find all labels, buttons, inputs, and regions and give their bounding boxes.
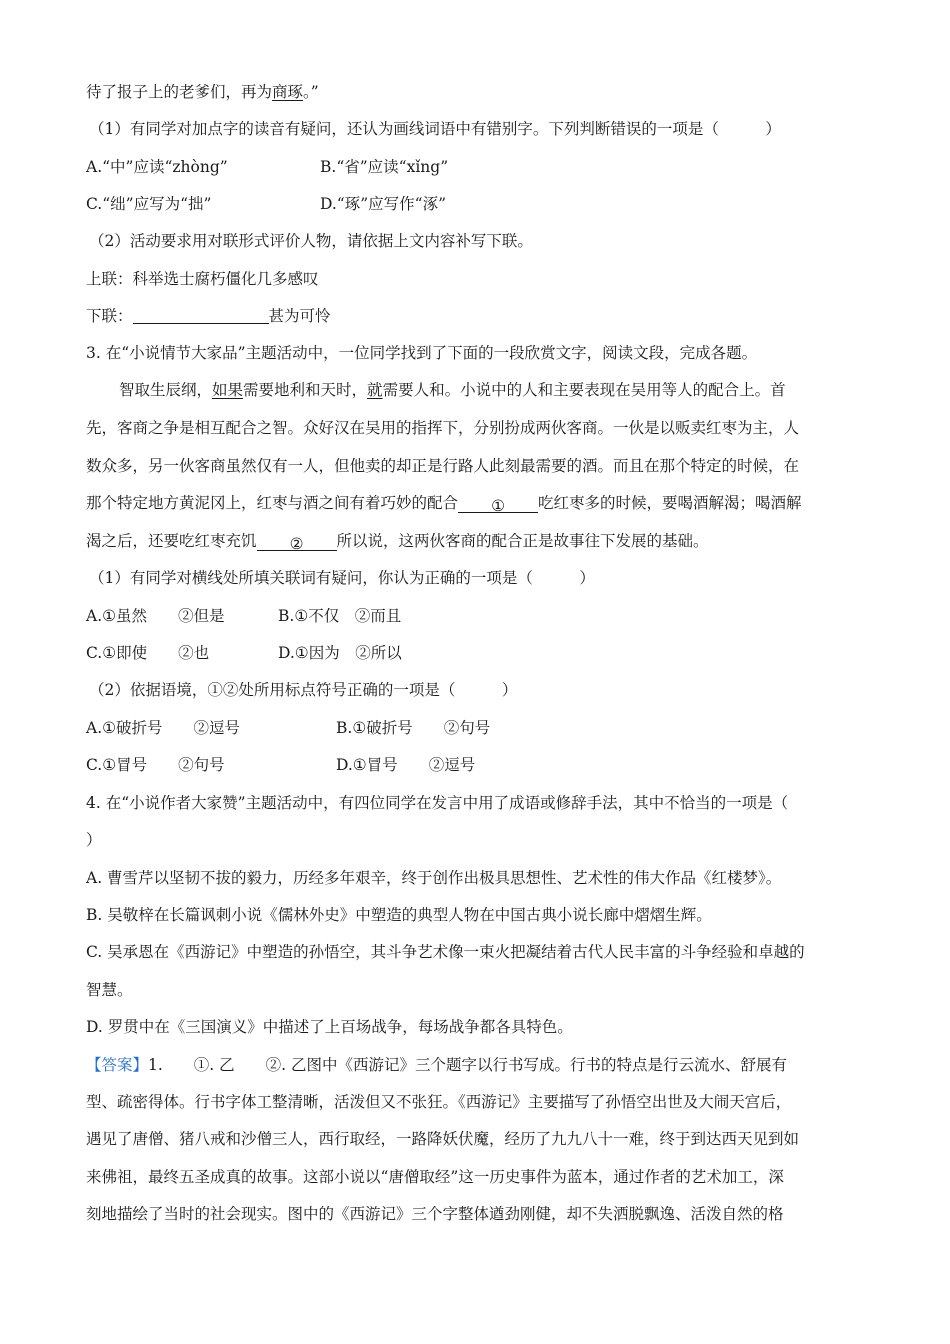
option-a: A.①破折号 ②逗号 <box>86 719 241 737</box>
answer-line: 型、疏密得体。行书字体工整清晰，活泼但又不张狂。《西游记》主要描写了孙悟空出世及大闹天宫后， <box>86 1093 792 1111</box>
underlined-word: 商琢 <box>272 83 304 101</box>
passage-line: 数众多，另一伙客商虽然仅有一人，但他卖的却正是行路人此刻最需要的酒。而且在那个特定的时候，在 <box>86 457 800 475</box>
passage-line <box>119 380 786 400</box>
option-b: B. 吴敬梓在长篇讽刺小说《儒林外史》中塑造的典型人物在中国古典小说长廊中熠熠生辉。 <box>86 906 712 924</box>
answer-line: 遇见了唐僧、猪八戒和沙僧三人，西行取经，一路降妖伏魔，经历了九九八十一难，终于到达西天见到如 <box>86 1130 800 1148</box>
couplet-upper: 上联：科举选士腐朽僵化几多感叹 <box>86 270 319 288</box>
text-fragment: 需要人和。小说中的人和主要表现在吴用等人的配合上。首 <box>382 381 786 399</box>
option-b: B.①不仅 ②而且 <box>278 607 402 625</box>
text-line <box>86 82 319 102</box>
option-c: C.①冒号 ②句号 <box>86 756 225 774</box>
question-4-cont: ） <box>86 831 102 849</box>
answer-line: 来佛祖，最终五圣成真的故事。这部小说以“唐僧取经”这一历史事件为蓝本，通过作者的艺术加工，深 <box>86 1168 784 1186</box>
text-fragment: 所以说，这两伙客商的配合正是故事往下发展的基础。 <box>336 532 709 550</box>
option-row <box>86 718 490 738</box>
option-c: C.“绌”应写为“拙” <box>86 195 212 213</box>
text-fragment: 甚为可怜 <box>268 307 331 325</box>
text-fragment: 智取生辰纲， <box>119 381 213 399</box>
option-d: D.①冒号 ②逗号 <box>336 756 476 774</box>
text-fragment: 需要地利和天时， <box>243 381 368 399</box>
option-a: A. 曹雪芹以坚韧不拔的毅力，历经多年艰辛，终于创作出极具思想性、艺术性的伟大作品《红楼梦》。 <box>86 869 782 887</box>
option-row <box>86 157 448 177</box>
question-3-2: （2）依据语境，①②处所用标点符号正确的一项是（ ） <box>89 681 518 699</box>
option-row <box>86 194 446 214</box>
text-fragment: 吃红枣多的时候，要喝酒解渴；喝酒解 <box>538 494 802 512</box>
option-d: D.“琢”应写作“涿” <box>320 195 446 213</box>
couplet-lower <box>86 306 331 326</box>
answer-line: 刻地描绘了当时的社会现实。图中的《西游记》三个字整体遒劲刚健，却不失洒脱飘逸、活泼自然的格 <box>86 1205 784 1223</box>
option-d: D. 罗贯中在《三国演义》中描述了上百场战争，每场战争都各具特色。 <box>86 1018 573 1036</box>
option-c-cont: 智慧。 <box>86 981 133 999</box>
answer-line <box>86 1055 787 1075</box>
text-fragment: 那个特定地方黄泥冈上，红枣与酒之间有着巧妙的配合 <box>86 494 459 512</box>
text-fragment: 1. ①. 乙 ②. 乙图中《西游记》三个题字以行书写成。行书的特点是行云流水、舒展有 <box>148 1056 788 1074</box>
fill-blank <box>133 307 269 324</box>
option-a: A.“中”应读“zhòng” <box>86 158 228 176</box>
option-a: A.①虽然 ②但是 <box>86 607 225 625</box>
question-3-1: （1）有同学对横线处所填关联词有疑问，你认为正确的一项是（ ） <box>89 569 595 587</box>
answer-tag: 【答案】 <box>86 1056 149 1074</box>
option-row <box>86 643 402 663</box>
text-fragment: 。” <box>303 83 319 101</box>
text-fragment: 下联： <box>86 307 133 325</box>
passage-line <box>86 493 802 513</box>
question-4: 4. 在“小说作者大家赞”主题活动中，有四位同学在发言中用了成语或修辞手法，其中不恰当的一项是（ <box>86 794 789 812</box>
passage-line <box>86 531 709 551</box>
question-2-2: （2）活动要求用对联形式评价人物，请依据上文内容补写下联。 <box>89 232 533 250</box>
passage-line: 先，客商之争是相互配合之智。众好汉在吴用的指挥下，分别扮成两伙客商。一伙是以贩卖红枣为主，人 <box>86 419 800 437</box>
fill-blank-2: ② <box>257 534 337 551</box>
underlined-word: 如果 <box>212 381 244 399</box>
option-c: C.①即使 ②也 <box>86 644 210 662</box>
underlined-word: 就 <box>367 381 383 399</box>
question-3: 3. 在“小说情节大家品”主题活动中，一位同学找到了下面的一段欣赏文字，阅读文段，完成各题。 <box>86 344 758 362</box>
fill-blank-1: ① <box>458 496 538 513</box>
question-2-1: （1）有同学对加点字的读音有疑问，还认为画线词语中有错别字。下列判断错误的一项是（ ） <box>89 120 781 138</box>
option-row <box>86 755 475 775</box>
text-fragment: 待了报子上的老爹们，再为 <box>86 83 273 101</box>
option-b: B.“省”应读“xǐng” <box>320 158 449 176</box>
option-c: C. 吴承恩在《西游记》中塑造的孙悟空，其斗争艺术像一束火把凝结着古代人民丰富的斗争经验和卓越的 <box>86 943 805 961</box>
option-d: D.①因为 ②所以 <box>278 644 402 662</box>
text-fragment: 渴之后，还要吃红枣充饥 <box>86 532 257 550</box>
option-b: B.①破折号 ②句号 <box>336 719 491 737</box>
option-row <box>86 606 401 626</box>
